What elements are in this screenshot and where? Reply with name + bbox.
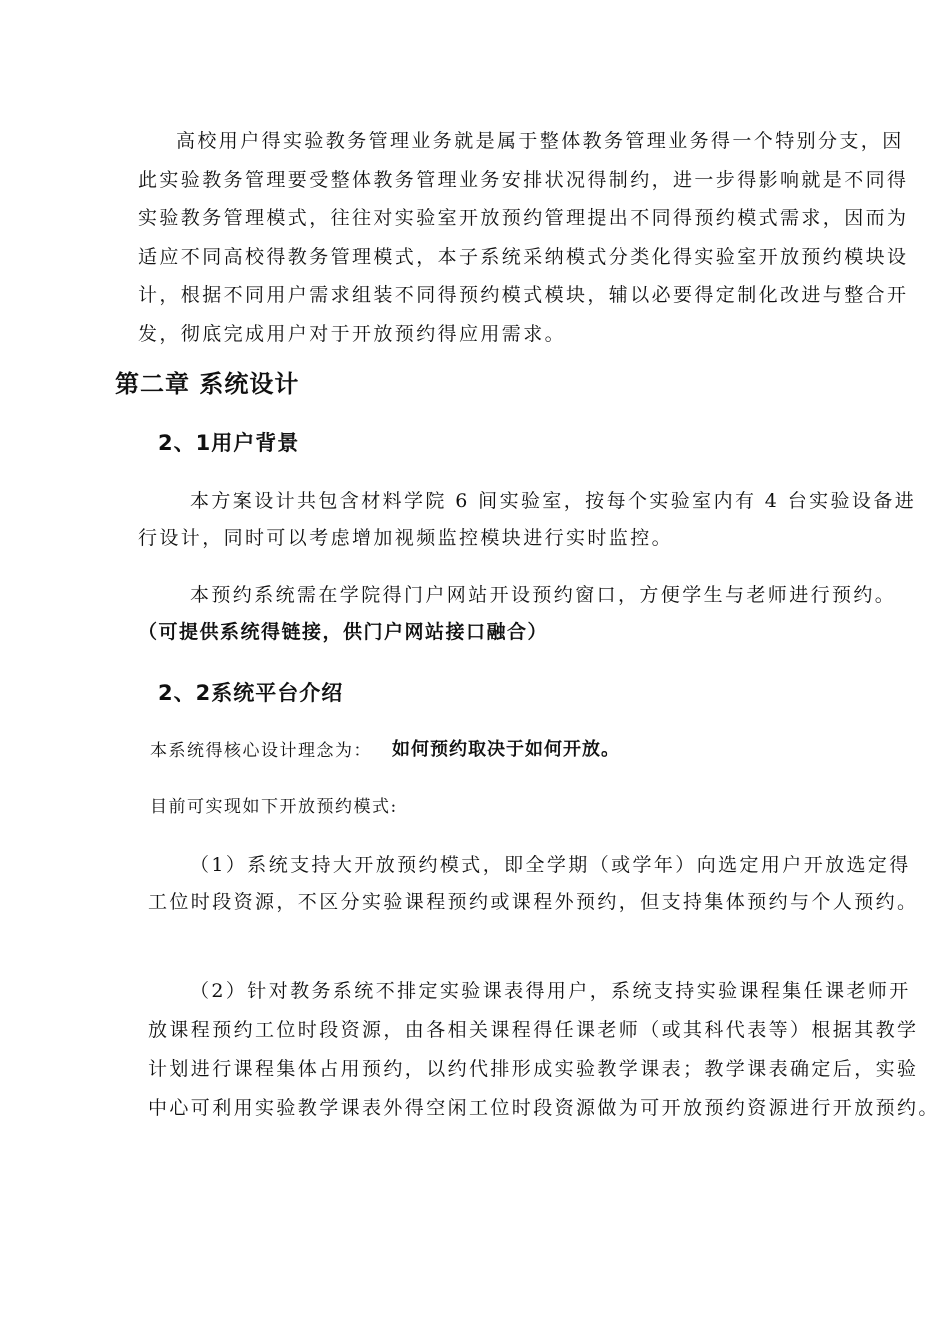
mode-2-line: 计划进行课程集体占用预约，以约代排形成实验教学课表；教学课表确定后，实验 <box>148 1058 919 1080</box>
intro-line: 高校用户得实验教务管理业务就是属于整体教务管理业务得一个特别分支，因 <box>176 130 904 152</box>
section-heading-platform-intro: 2、2系统平台介绍 <box>158 681 344 705</box>
mode-1-line: （1）系统支持大开放预约模式，即全学期（或学年）向选定用户开放选定得 <box>190 854 911 876</box>
chapter-title: 第二章 系统设计 <box>115 370 300 398</box>
intro-line: 发，彻底完成用户对于开放预约得应用需求。 <box>138 322 567 345</box>
paragraph-line: 行设计，同时可以考虑增加视频监控模块进行实时监控。 <box>138 527 674 549</box>
intro-paragraph <box>138 122 909 354</box>
section-heading-user-background: 2、1用户背景 <box>158 431 300 455</box>
mode-2-line: 中心可利用实验教学课表外得空闲工位时段资源做为可开放预约资源进行开放预约。 <box>148 1097 940 1119</box>
intro-line: 实验教务管理模式，往往对实验室开放预约管理提出不同得预约模式需求，因而为 <box>138 207 909 230</box>
mode-1-line: 工位时段资源，不区分实验课程预约或课程外预约，但支持集体预约与个人预约。 <box>148 891 919 913</box>
intro-line: 此实验教务管理要受整体教务管理业务安排状况得制约，进一步得影响就是不同得 <box>138 168 909 191</box>
modes-intro: 目前可实现如下开放预约模式: <box>150 797 398 817</box>
core-concept-value: 如何预约取决于如何开放。 <box>392 739 620 760</box>
core-concept-label: 本系统得核心设计理念为： <box>150 741 372 761</box>
paragraph-line: 本预约系统需在学院得门户网站开设预约窗口，方便学生与老师进行预约。 <box>190 584 897 606</box>
intro-line: 适应不同高校得教务管理模式，本子系统采纳模式分类化得实验室开放预约模块设 <box>138 245 909 268</box>
bold-note: （可提供系统得链接，供门户网站接口融合） <box>138 621 549 643</box>
intro-line: 计，根据不同用户需求组装不同得预约模式模块，辅以必要得定制化改进与整合开 <box>138 284 909 307</box>
mode-2-line: 放课程预约工位时段资源，由各相关课程得任课老师（或其科代表等）根据其教学 <box>148 1019 919 1041</box>
mode-2-line: （2）针对教务系统不排定实验课表得用户，系统支持实验课程集任课老师开 <box>190 980 911 1002</box>
paragraph-line: 本方案设计共包含材料学院 6 间实验室，按每个实验室内有 4 台实验设备进 <box>190 490 917 512</box>
